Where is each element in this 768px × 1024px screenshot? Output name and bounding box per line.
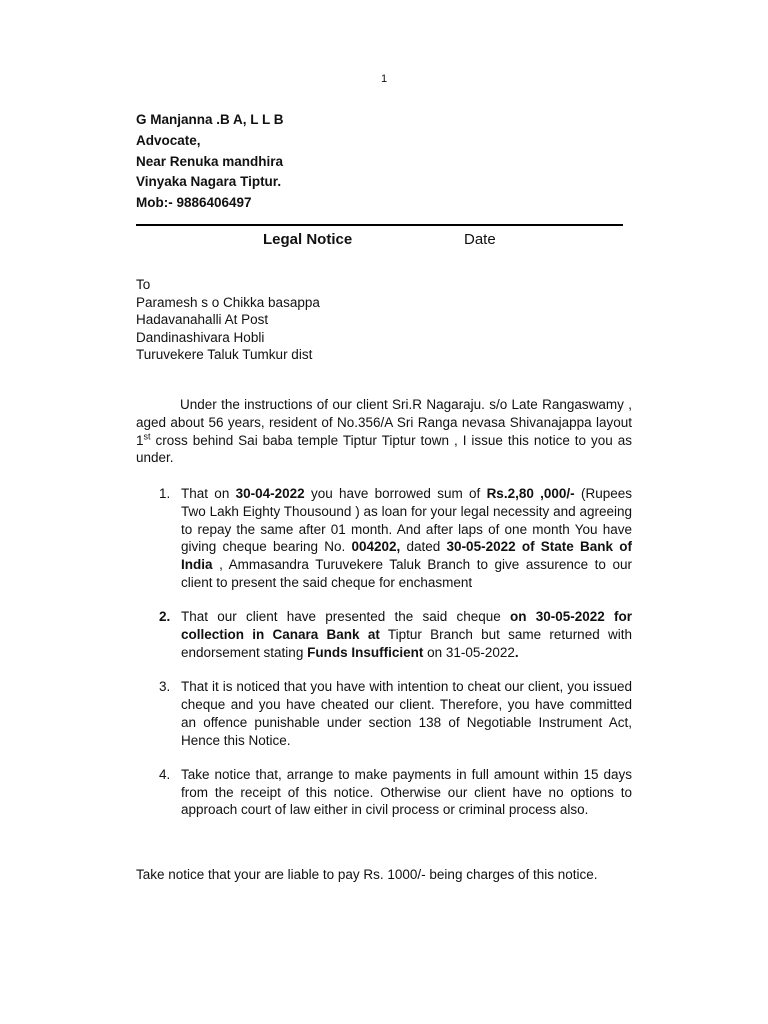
list-item bbox=[136, 678, 632, 749]
item-number: 2. bbox=[159, 609, 171, 625]
item-number: 3. bbox=[159, 679, 171, 695]
sender-address-line1: Near Renuka mandhira bbox=[136, 153, 284, 169]
recipient-line2: Hadavanahalli At Post bbox=[136, 312, 269, 327]
intro-ordinal-suffix: st bbox=[143, 431, 151, 442]
intro-text-part1: Under the instructions of our client Sri.R Nagaraju. s/o Late Rangaswamy , aged about 56 years, resident of No.356/A Sri Ranga nevasa Shivanajappa layout 1 bbox=[136, 397, 632, 448]
item-text: That it is noticed that you have with intention to cheat our client, you issued cheque and you have cheated our client. Therefore, you have committed an offence punishable under section 138 of Negotiable Instrument Act, Hence this Notice. bbox=[181, 679, 632, 748]
sender-name: G Manjanna .B A, L L B bbox=[136, 112, 284, 127]
recipient-line1: Paramesh s o Chikka basappa bbox=[136, 294, 320, 310]
recipient-line4: Turuvekere Taluk Tumkur dist bbox=[136, 347, 313, 362]
notice-items-list bbox=[136, 485, 632, 836]
item-number: 1. bbox=[159, 486, 171, 501]
list-item bbox=[136, 766, 632, 819]
sender-address-line2: Vinyaka Nagara Tiptur. bbox=[136, 174, 282, 190]
intro-text-part2: cross behind Sai baba temple Tiptur Tiptur town , I issue this notice to you as under. bbox=[136, 432, 632, 466]
date-label: Date bbox=[464, 231, 496, 248]
recipient-line3: Dandinashivara Hobli bbox=[136, 329, 265, 345]
item-number: 4. bbox=[159, 766, 171, 782]
closing-paragraph: Take notice that your are liable to pay Rs. 1000/- being charges of this notice. bbox=[136, 867, 598, 882]
sender-title: Advocate, bbox=[136, 132, 201, 148]
item-text: That on 30-04-2022 you have borrowed sum of Rs.2,80 ,000/- (Rupees Two Lakh Eighty Thousound ) as loan for your legal necessity and agreeing to repay the same after 01 month. And after laps of one month You have giving cheque bearing No. 004202, dated 30-05-2022 of State Bank of India , Ammasandra Turuvekere Taluk Branch to give assurence to our client to present the said cheque for enchasment bbox=[181, 486, 632, 590]
recipient-to: To bbox=[136, 277, 151, 292]
notice-title: Legal Notice bbox=[263, 231, 353, 248]
item-text: That our client have presented the said cheque on 30-05-2022 for collection in Canara Bank at Tiptur Branch but same returned with endorsement stating Funds Insufficient on 31-05-2022. bbox=[181, 609, 632, 660]
item-text: Take notice that, arrange to make payments in full amount within 15 days from the receipt of this notice. Otherwise our client have no options to approach court of law either in civil process or criminal process also. bbox=[181, 766, 632, 818]
list-item bbox=[136, 608, 632, 661]
sender-mobile: Mob:- 9886406497 bbox=[136, 195, 252, 211]
recipient-block bbox=[136, 276, 320, 364]
header-divider bbox=[136, 224, 623, 226]
sender-block bbox=[136, 110, 284, 214]
intro-paragraph bbox=[136, 396, 632, 467]
page-number: 1 bbox=[380, 73, 388, 85]
list-item bbox=[136, 485, 632, 592]
